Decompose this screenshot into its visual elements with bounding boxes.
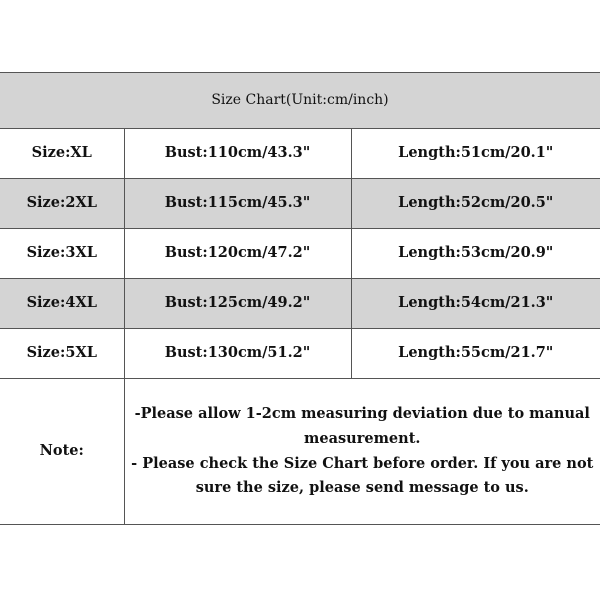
note-line-2: - Please check the Size Chart before order. If you are not sure the size, please send message to us.: [131, 454, 594, 497]
note-text: [124, 379, 600, 525]
table-row: [0, 229, 600, 279]
table-row: [0, 279, 600, 329]
size-chart-table: [0, 72, 600, 525]
note-row: [0, 379, 600, 525]
size-cell: Size:4XL: [0, 279, 124, 329]
note-line-1: -Please allow 1-2cm measuring deviation due to manual measurement.: [134, 405, 590, 447]
table-row: [0, 129, 600, 179]
length-cell: Length:55cm/21.7": [351, 329, 600, 379]
bust-cell: Bust:130cm/51.2": [124, 329, 351, 379]
size-cell: Size:3XL: [0, 229, 124, 279]
length-cell: Length:53cm/20.9": [351, 229, 600, 279]
size-chart-title-row: [0, 73, 600, 129]
table-row: [0, 329, 600, 379]
note-label: Note:: [0, 379, 124, 525]
length-cell: Length:54cm/21.3": [351, 279, 600, 329]
bust-cell: Bust:120cm/47.2": [124, 229, 351, 279]
size-chart-title: Size Chart(Unit:cm/inch): [0, 73, 600, 129]
bust-cell: Bust:115cm/45.3": [124, 179, 351, 229]
length-cell: Length:51cm/20.1": [351, 129, 600, 179]
size-cell: Size:XL: [0, 129, 124, 179]
bust-cell: Bust:110cm/43.3": [124, 129, 351, 179]
size-cell: Size:2XL: [0, 179, 124, 229]
size-cell: Size:5XL: [0, 329, 124, 379]
bust-cell: Bust:125cm/49.2": [124, 279, 351, 329]
length-cell: Length:52cm/20.5": [351, 179, 600, 229]
table-row: [0, 179, 600, 229]
